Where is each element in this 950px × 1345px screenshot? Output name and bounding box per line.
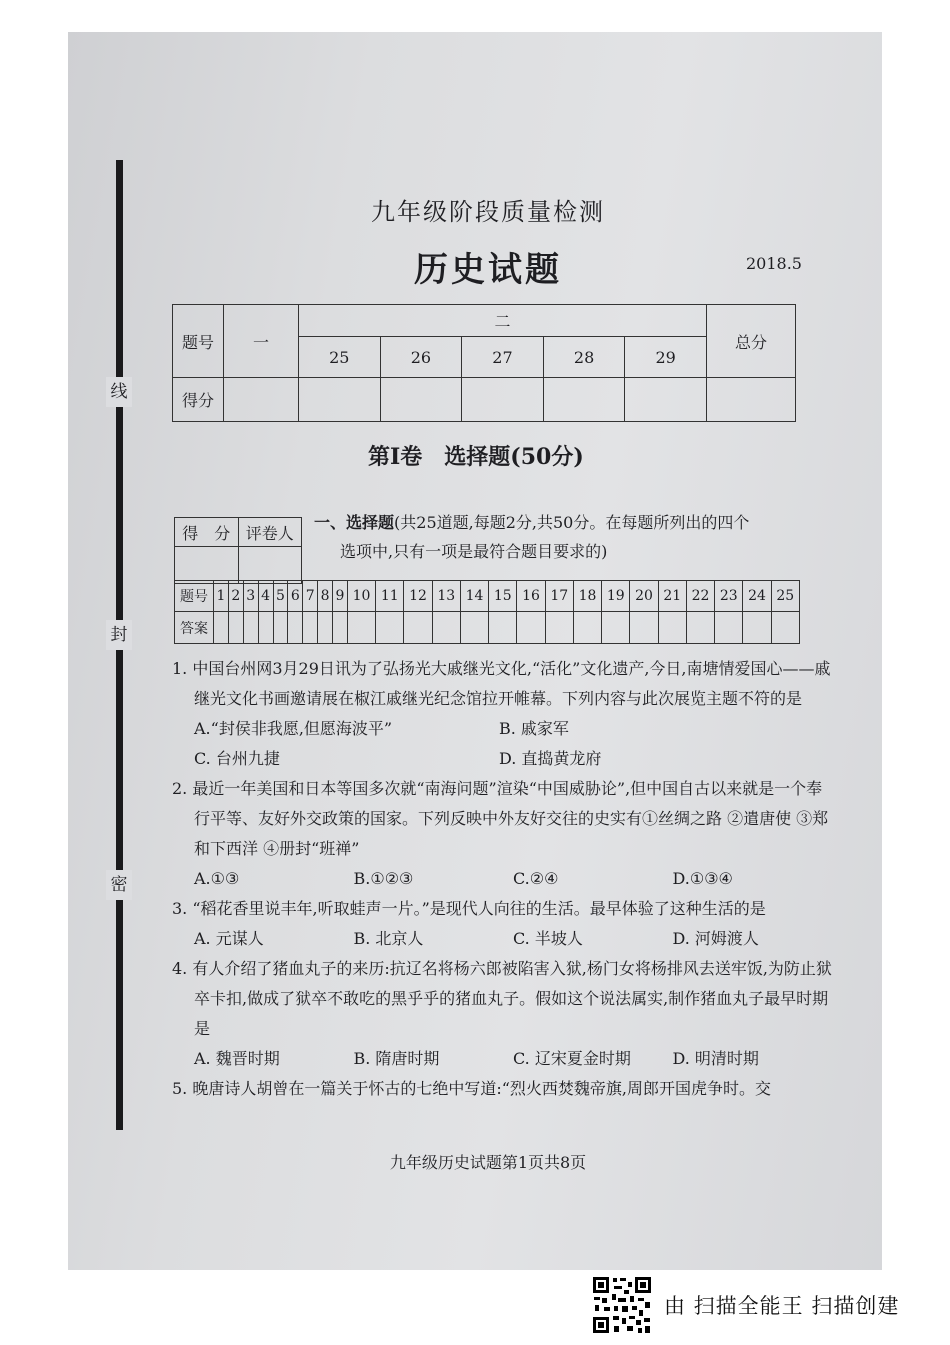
answer-cell [686, 612, 714, 644]
score-cell [625, 378, 707, 422]
answer-cell [715, 612, 743, 644]
options-row [172, 864, 832, 894]
answer-number-cell: 20 [630, 581, 658, 612]
section-title: 第Ⅰ卷 选择题(50分) [368, 444, 584, 470]
instructions-heading: 一、选择题 [314, 513, 395, 532]
watermark-text: 由 扫描全能王 扫描创建 [664, 1294, 900, 1318]
answer-number-cell: 14 [460, 581, 488, 612]
exam-paper [68, 32, 882, 1270]
answer-number-cell: 3 [243, 581, 258, 612]
answer-option: D.①③④ [672, 869, 733, 888]
answer-option: B. 隋唐时期 [353, 1049, 440, 1068]
answer-option: A.“封侯非我愿,但愿海波平” [194, 719, 393, 738]
answer-number-cell: 4 [258, 581, 273, 612]
score-cell [462, 378, 544, 422]
answer-number-cell: 24 [743, 581, 771, 612]
score-cell [224, 378, 299, 422]
exam-subtitle: 九年级阶段质量检测 [371, 198, 605, 226]
answer-cell [288, 612, 303, 644]
score-table [172, 304, 796, 422]
answer-cell [573, 612, 601, 644]
answer-cell [243, 612, 258, 644]
answer-number-cell: 9 [333, 581, 348, 612]
answer-cell [602, 612, 630, 644]
answer-number-cell: 21 [658, 581, 686, 612]
answer-number-cell: 2 [228, 581, 243, 612]
score-part-two: 二 [299, 305, 707, 337]
score-row-label-score: 得分 [173, 378, 224, 422]
binding-mark-line: 线 [106, 377, 132, 407]
score-sub-question: 28 [543, 336, 625, 377]
answer-number-cell: 13 [432, 581, 460, 612]
score-cell [380, 378, 462, 422]
grader-name-label: 评卷人 [238, 518, 302, 547]
answer-option: C.②④ [513, 869, 559, 888]
answer-number-cell: 18 [573, 581, 601, 612]
question-stem: 4. 有人介绍了猪血丸子的来历:抗辽名将杨六郎被陷害入狱,杨门女将杨排风去送牢饭,为防止狱卒卡扣,做成了狱卒不敢吃的黑乎乎的猪血丸子。假如这个说法属实,制作猪血丸子最早时期是 [172, 959, 832, 1038]
question-stem: 2. 最近一年美国和日本等国多次就“南海问题”渲染“中国威胁论”,但中国自古以来就是一个奉行平等、友好外交政策的国家。下列反映中外友好交往的史实有①丝绸之路 ②遣唐使 ③郑和下西洋 ④册封“班禅” [172, 779, 829, 858]
answer-number-cell: 19 [602, 581, 630, 612]
answer-row-label-number: 题号 [175, 581, 214, 612]
answer-cell [273, 612, 288, 644]
question-stem: 3. “稻花香里说丰年,听取蛙声一片。”是现代人向往的生活。最早体验了这种生活的是 [172, 899, 766, 918]
answer-option: A.①③ [194, 869, 240, 888]
answer-cell [545, 612, 573, 644]
question-item [172, 1074, 832, 1104]
grader-table [174, 517, 302, 584]
question-stem: 5. 晚唐诗人胡曾在一篇关于怀古的七绝中写道:“烈火西焚魏帝旗,周郎开国虎争时。交 [172, 1079, 772, 1098]
exam-date: 2018.5 [746, 254, 802, 273]
answer-option: C. 台州九捷 [194, 749, 280, 768]
score-total-label: 总分 [707, 305, 796, 378]
answer-row-label-answer: 答案 [175, 612, 214, 644]
answer-option: B.①②③ [353, 869, 414, 888]
answer-cell [376, 612, 404, 644]
answer-cell [771, 612, 799, 644]
answer-cell [318, 612, 333, 644]
answer-cell [517, 612, 545, 644]
answer-number-cell: 8 [318, 581, 333, 612]
score-part-one: 一 [224, 305, 299, 378]
answer-cell [258, 612, 273, 644]
binding-mark-seal: 封 [106, 620, 132, 650]
answer-number-cell: 23 [715, 581, 743, 612]
score-cell [543, 378, 625, 422]
answer-cell [630, 612, 658, 644]
binding-mark-secret: 密 [106, 870, 132, 900]
answer-cell [432, 612, 460, 644]
page-footer: 九年级历史试题第1页共8页 [389, 1153, 587, 1172]
answer-cell [303, 612, 318, 644]
answer-cell [228, 612, 243, 644]
score-sub-question: 27 [462, 336, 544, 377]
answer-cell [658, 612, 686, 644]
score-sub-question: 25 [299, 336, 381, 377]
answer-cell [347, 612, 375, 644]
answer-number-cell: 10 [347, 581, 375, 612]
answer-option: B. 戚家军 [499, 719, 569, 738]
question-list [172, 654, 832, 1104]
qr-code-icon [592, 1276, 652, 1334]
answer-table [174, 580, 800, 644]
options-row [172, 744, 832, 774]
instructions-line1: (共25道题,每题2分,共50分。在每题所列出的四个 [394, 513, 750, 532]
question-item [172, 654, 832, 774]
options-row [172, 714, 832, 744]
answer-number-cell: 11 [376, 581, 404, 612]
answer-cell [489, 612, 517, 644]
instructions [314, 508, 824, 566]
answer-option: A. 魏晋时期 [194, 1049, 280, 1068]
grader-score-label: 得 分 [175, 518, 239, 547]
answer-cell [333, 612, 348, 644]
answer-cell [743, 612, 771, 644]
options-row [172, 1044, 832, 1074]
score-sub-question: 29 [625, 336, 707, 377]
score-cell [707, 378, 796, 422]
answer-number-cell: 25 [771, 581, 799, 612]
score-sub-question: 26 [380, 336, 462, 377]
answer-option: B. 北京人 [353, 929, 424, 948]
answer-number-cell: 22 [686, 581, 714, 612]
answer-option: A. 元谋人 [194, 929, 264, 948]
answer-option: D. 明清时期 [672, 1049, 759, 1068]
question-item [172, 774, 832, 894]
answer-cell [460, 612, 488, 644]
answer-number-cell: 12 [404, 581, 432, 612]
answer-cell [214, 612, 229, 644]
answer-number-cell: 5 [273, 581, 288, 612]
instructions-line2: 选项中,只有一项是最符合题目要求的) [340, 542, 608, 561]
score-row-label-number: 题号 [173, 305, 224, 378]
score-cell [299, 378, 381, 422]
question-stem: 1. 中国台州网3月29日讯为了弘扬光大戚继光文化,“活化”文化遗产,今日,南塘情爱国心——戚继光文化书画邀请展在椒江戚继光纪念馆拉开帷幕。下列内容与此次展览主题不符的是 [172, 659, 831, 708]
answer-number-cell: 16 [517, 581, 545, 612]
options-row [172, 924, 832, 954]
answer-cell [404, 612, 432, 644]
answer-number-cell: 6 [288, 581, 303, 612]
exam-title: 历史试题 [414, 250, 562, 290]
answer-number-cell: 7 [303, 581, 318, 612]
grader-score-cell [175, 547, 239, 584]
grader-name-cell [238, 547, 302, 584]
answer-number-cell: 15 [489, 581, 517, 612]
question-item [172, 954, 832, 1074]
answer-option: C. 半坡人 [513, 929, 583, 948]
answer-option: C. 辽宋夏金时期 [513, 1049, 631, 1068]
answer-option: D. 河姆渡人 [672, 929, 759, 948]
question-item [172, 894, 832, 954]
answer-option: D. 直捣黄龙府 [499, 749, 602, 768]
answer-number-cell: 17 [545, 581, 573, 612]
answer-number-cell: 1 [214, 581, 229, 612]
